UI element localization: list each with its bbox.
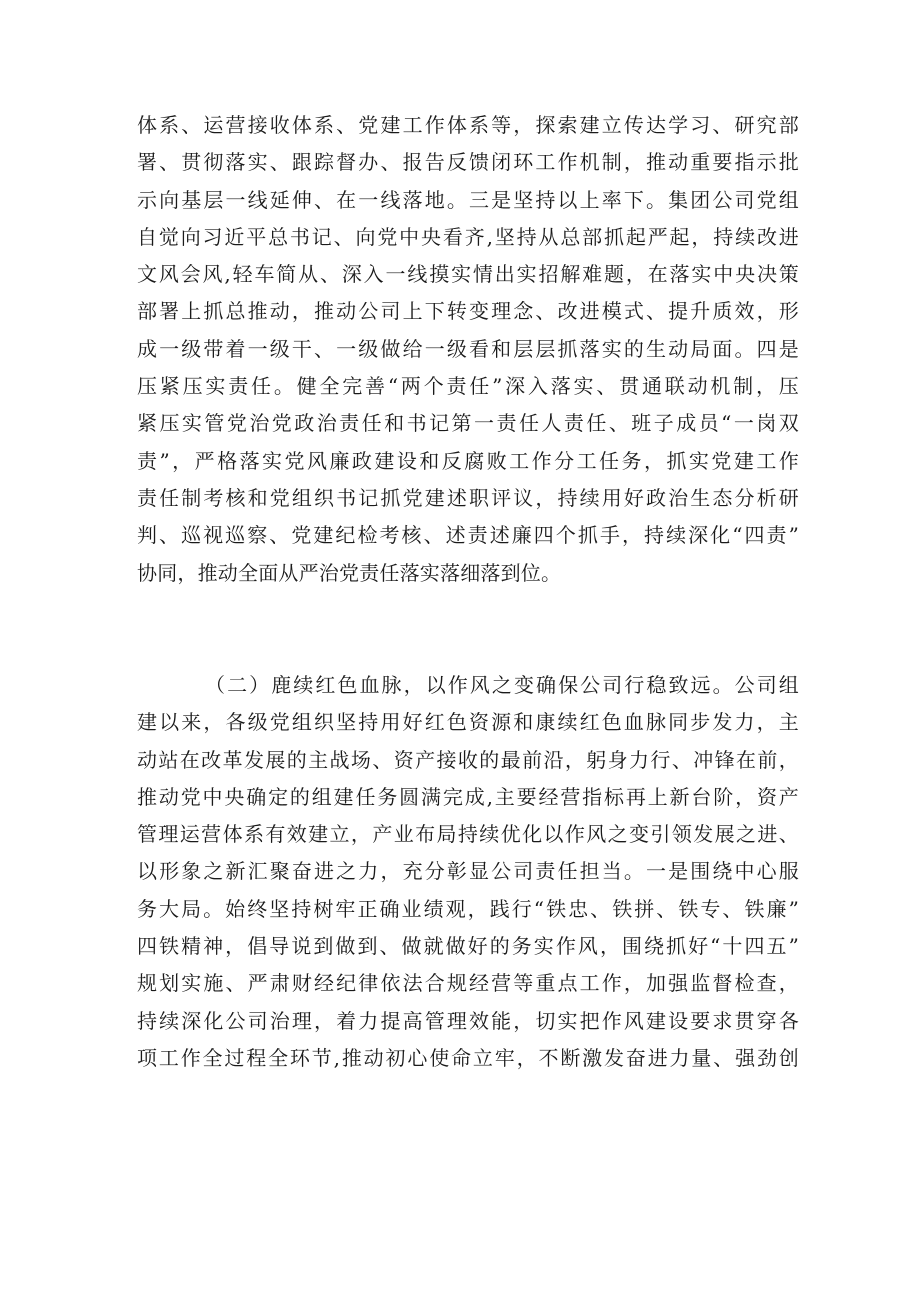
- text-line: 示向基层一线延伸、在一线落地。三是坚持以上率下。集团公司党组: [137, 187, 799, 212]
- text-line: 文风会风,轻车简从、深入一线摸实情出实招解难题，在落实中央决策: [137, 262, 799, 287]
- text-line: 规划实施、严肃财经纪律依法合规经营等重点工作，加强监督检查，: [137, 971, 799, 996]
- text-line: 压紧压实责任。健全完善“两个责任”深入落实、贯通联动机制，压: [137, 374, 799, 399]
- text-line: 建以来，各级党组织坚持用好红色资源和康续红色血脉同步发力，主: [137, 710, 799, 735]
- text-line: 判、巡视巡察、党建纪检考核、述责述廉四个抓手，持续深化“四责”: [137, 523, 799, 548]
- text-line: 责任制考核和党组织书记抓党建述职评议，持续用好政治生态分析研: [137, 485, 799, 510]
- text-line: 署、贯彻落实、跟踪督办、报告反馈闭环工作机制，推动重要指示批: [137, 150, 799, 175]
- text-line: 持续深化公司治理，着力提高管理效能，切实把作风建设要求贯穿各: [137, 1008, 799, 1033]
- paragraph-1: [137, 107, 799, 592]
- text-line: 紧压实管党治党政治责任和书记第一责任人责任、班子成员“一岗双: [137, 411, 799, 436]
- text-line: 项工作全过程全环节,推动初心使命立牢，不断激发奋进力量、强劲创: [137, 1045, 799, 1070]
- text-line: 管理运营体系有效建立，产业布局持续优化以作风之变引领发展之进、: [137, 822, 799, 847]
- text-line: 部署上抓总推动，推动公司上下转变理念、改进模式、提升质效，形: [137, 299, 799, 324]
- text-line: 四铁精神，倡导说到做到、做就做好的务实作风，围绕抓好“十四五”: [137, 934, 799, 959]
- paragraph-2: [137, 667, 799, 1077]
- text-line: 协同，推动全面从严治党责任落实落细落到位。: [137, 560, 562, 585]
- text-line: 务大局。始终坚持树牢正确业绩观，践行“铁忠、铁拼、铁专、铁廉”: [137, 896, 799, 921]
- text-line: 自觉向习近平总书记、向党中央看齐,坚持从总部抓起严起，持续改进: [137, 224, 799, 249]
- text-line: 责”，严格落实党风廉政建设和反腐败工作分工任务，抓实党建工作: [137, 448, 799, 473]
- text-line: 体系、运营接收体系、党建工作体系等，探索建立传达学习、研究部: [137, 113, 799, 137]
- text-line: 动站在改革发展的主战场、资产接收的最前沿，躬身力行、冲锋在前，: [137, 747, 799, 772]
- text-line: 推动党中央确定的组建任务圆满完成,主要经营指标再上新台阶，资产: [137, 784, 799, 809]
- text-line: 成一级带着一级干、一级做给一级看和层层抓落实的生动局面。四是: [137, 336, 799, 361]
- text-line: 以形象之新汇聚奋进之力，充分彰显公司责任担当。一是围绕中心服: [137, 859, 799, 884]
- section-heading-line: （二）鹿续红色血脉，以作风之变确保公司行稳致远。公司组: [205, 673, 799, 697]
